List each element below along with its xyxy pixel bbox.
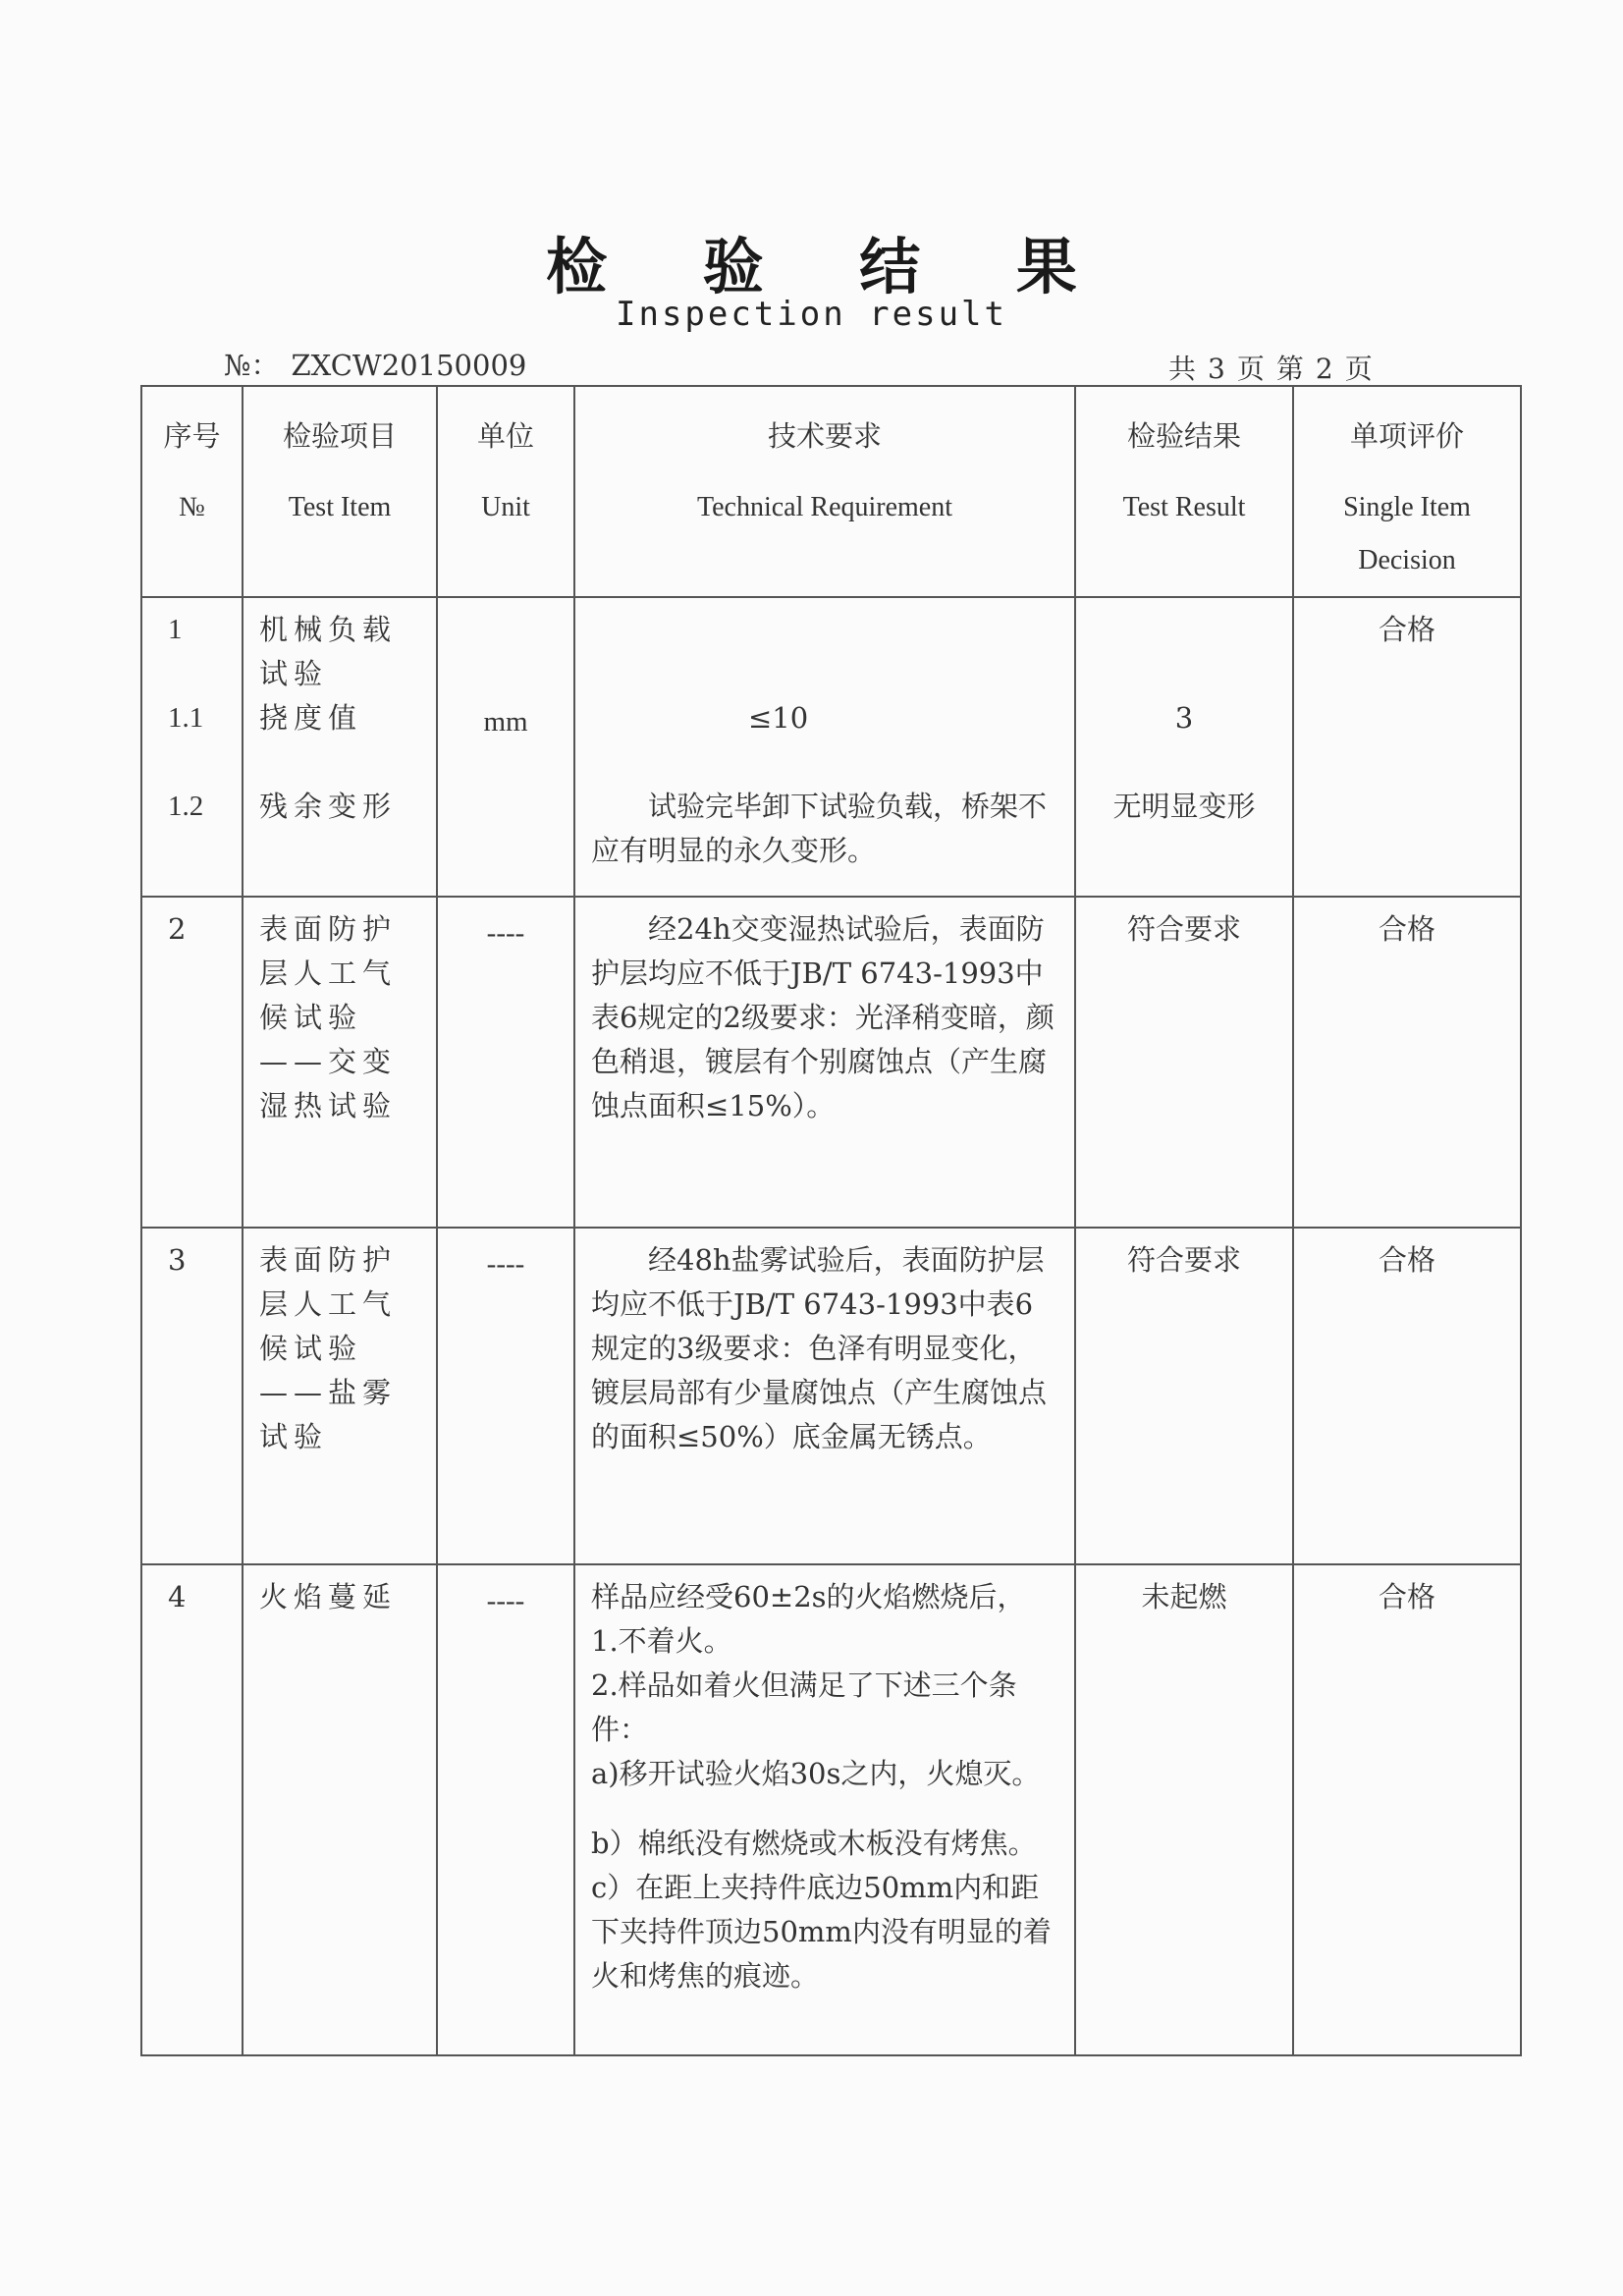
- page-current-prefix: 第: [1275, 353, 1306, 385]
- header-decision: 单项评价 Single Item Decision: [1293, 386, 1521, 597]
- row3-requirement: 经48h盐雾试验后，表面防护层均应不低于JB/T 6743-1993中表6规定的3级要求：色泽有明显变化，镀层局部有少量腐蚀点（产生腐蚀点的面积≤50%）底金属无锈点。: [574, 1228, 1075, 1564]
- row3-result: 符合要求: [1075, 1228, 1293, 1564]
- header-test-item: 检验项目 Test Item: [243, 386, 437, 597]
- header-unit: 单位 Unit: [437, 386, 574, 597]
- row1-seq: 1 1.1 1.2: [141, 597, 243, 897]
- table-header-row: [141, 386, 1521, 597]
- row2-unit: ----: [437, 897, 574, 1228]
- page-indicator: [1168, 348, 1384, 387]
- row4-item: 火焰蔓延: [243, 1564, 437, 2055]
- row4-result: 未起燃: [1075, 1564, 1293, 2055]
- header-technical-requirement: 技术要求 Technical Requirement: [574, 386, 1075, 597]
- table-row: [141, 1228, 1521, 1564]
- page-total-suffix: 页: [1236, 353, 1267, 385]
- row1-unit: mm: [437, 597, 574, 897]
- row4-seq: 4: [141, 1564, 243, 2055]
- row1-requirement: ≤10 试验完毕卸下试验负载，桥架不应有明显的永久变形。: [574, 597, 1075, 897]
- row2-requirement: 经24h交变湿热试验后，表面防护层均应不低于JB/T 6743-1993中表6规定的2级要求：光泽稍变暗，颜色稍退，镀层有个别腐蚀点（产生腐蚀点面积≤15%）。: [574, 897, 1075, 1228]
- document-number-value: ZXCW20150009: [291, 349, 527, 382]
- document-number-label: №：: [224, 349, 280, 382]
- row2-item: 表面防护层人工气候试验——交变湿热试验: [243, 897, 437, 1228]
- row3-decision: 合格: [1293, 1228, 1521, 1564]
- table-row: [141, 897, 1521, 1228]
- row1-decision: 合格: [1293, 597, 1521, 897]
- row1-result: 3 无明显变形: [1075, 597, 1293, 897]
- header-test-result: 检验结果 Test Result: [1075, 386, 1293, 597]
- table-row: [141, 1564, 1521, 2055]
- header-seq: 序号 №: [141, 386, 243, 597]
- page-current-suffix: 页: [1344, 353, 1375, 385]
- row4-decision: 合格: [1293, 1564, 1521, 2055]
- document-number: [224, 344, 526, 384]
- row1-item: 机械负载试验 挠度值 残余变形: [243, 597, 437, 897]
- row3-unit: ----: [437, 1228, 574, 1564]
- page-total: 3: [1208, 353, 1227, 385]
- row4-requirement: 样品应经受60±2s的火焰燃烧后， 1.不着火。 2.样品如着火但满足了下述三个条件： a)移开试验火焰30s之内，火熄灭。 b）棉纸没有燃烧或木板没有烤焦。 c）在距上夹持件底边50mm内和距下夹持件顶边50mm内没有明显的着火和烤焦的痕迹。: [574, 1564, 1075, 2055]
- inspection-table: [140, 385, 1522, 2056]
- row2-result: 符合要求: [1075, 897, 1293, 1228]
- row3-seq: 3: [141, 1228, 243, 1564]
- row3-item: 表面防护层人工气候试验——盐雾试验: [243, 1228, 437, 1564]
- row2-seq: 2: [141, 897, 243, 1228]
- row4-unit: ----: [437, 1564, 574, 2055]
- table-row: [141, 597, 1521, 897]
- page-title: 检 验 结 果: [546, 231, 1114, 302]
- page-current: 2: [1315, 353, 1335, 385]
- row2-decision: 合格: [1293, 897, 1521, 1228]
- page-total-prefix: 共: [1168, 353, 1199, 385]
- page-subtitle: Inspection result: [616, 295, 1007, 334]
